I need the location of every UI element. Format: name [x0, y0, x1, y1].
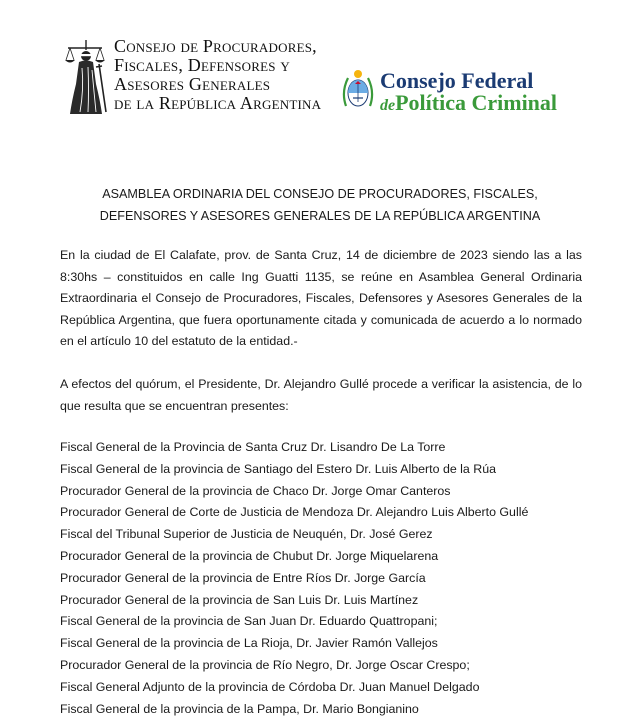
- org-name-line: de la República Argentina: [114, 93, 322, 113]
- cfpc-politica-criminal: Política Criminal: [395, 90, 558, 115]
- list-item: Fiscal General Adjunto de la provincia de Córdoba Dr. Juan Manuel Delgado: [60, 679, 480, 694]
- attendees-list: [60, 437, 528, 720]
- cfpc-line1: Consejo Federal: [380, 68, 534, 93]
- list-item: Procurador General de la provincia de Chubut Dr. Jorge Miquelarena: [60, 548, 439, 563]
- org-name-line: Fiscales, Defensores y: [114, 55, 290, 75]
- document-title: [60, 183, 580, 227]
- list-item: Procurador General de la provincia de Entre Ríos Dr. Jorge García: [60, 570, 426, 585]
- cfpc-line2: [380, 92, 557, 117]
- organization-name: [114, 37, 321, 113]
- title-line: ASAMBLEA ORDINARIA DEL CONSEJO DE PROCURADORES, FISCALES,: [102, 187, 538, 201]
- opening-paragraph: En la ciudad de El Calafate, prov. de Santa Cruz, 14 de diciembre de 2023 siendo las a las 8:30hs – constituidos en calle Ing Guatti 1135, se reúne en Asamblea General Ordinaria Extraordinaria el Consejo de Procuradores, Fiscales, Defensores y Asesores Generales de la República Argentina, que fuera oportunamente citada y comunicada de acuerdo a lo normado en el artículo 10 del estatuto de la entidad.-: [60, 248, 582, 349]
- coat-of-arms-logo: [340, 66, 376, 112]
- list-item: Fiscal General de la provincia de La Rioja, Dr. Javier Ramón Vallejos: [60, 636, 438, 651]
- list-item: Fiscal General de la provincia de Santiago del Estero Dr. Luis Alberto de la Rúa: [60, 461, 496, 476]
- list-item: Procurador General de Corte de Justicia de Mendoza Dr. Alejandro Luis Alberto Gullé: [60, 505, 529, 520]
- letterhead: [0, 0, 634, 125]
- org-name-line: Asesores Generales: [114, 74, 271, 94]
- list-item: Fiscal General de la provincia de la Pampa, Dr. Mario Bongianino: [60, 701, 419, 716]
- list-item: Fiscal General de la provincia de San Juan Dr. Eduardo Quattropani;: [60, 614, 438, 629]
- title-line: DEFENSORES Y ASESORES GENERALES DE LA REPÚBLICA ARGENTINA: [99, 209, 541, 223]
- list-item: Procurador General de la provincia de Chaco Dr. Jorge Omar Canteros: [60, 483, 451, 498]
- list-item: Fiscal del Tribunal Superior de Justicia de Neuquén, Dr. José Gerez: [60, 527, 433, 542]
- list-item: Procurador General de la provincia de San Luis Dr. Luis Martínez: [60, 592, 419, 607]
- cfpc-de: de: [380, 97, 396, 114]
- org-name-line: Consejo de Procuradores,: [114, 36, 317, 56]
- quorum-paragraph: A efectos del quórum, el Presidente, Dr. Alejandro Gullé procede a verificar la asistencia, de lo que resulta que se encuentran presentes:: [60, 377, 582, 413]
- list-item: Procurador General de la provincia de Río Negro, Dr. Jorge Oscar Crespo;: [60, 657, 470, 672]
- cfpc-wordmark: [380, 70, 557, 117]
- list-item: Fiscal General de la Provincia de Santa Cruz Dr. Lisandro De La Torre: [60, 440, 446, 454]
- lady-justice-logo: [62, 34, 110, 116]
